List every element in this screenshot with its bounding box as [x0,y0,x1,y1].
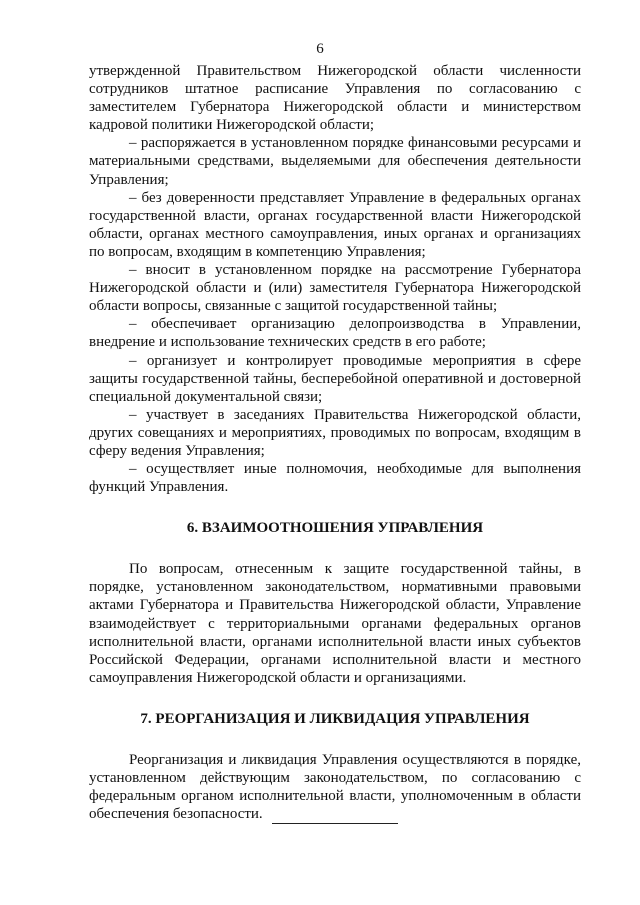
list-item: – распоряжается в установленном порядке финансовыми ресурсами и материальными средствами, выделяемыми для обеспечения деятельности Управления; [89,135,581,188]
list-item: – организует и контролирует проводимые мероприятия в сфере защиты государственной тайны, бесперебойной оперативной и достоверной специальной документальной связи; [89,352,581,405]
intro-paragraph: утвержденной Правительством Нижегородской области численности сотрудников штатное расписание Управления по согласованию с заместителем Губернатора Нижегородской области и министерством кадровой политики Нижегородской области; [89,63,581,134]
page-number: 6 [316,41,324,57]
footer-divider [272,823,398,824]
section-7-heading: 7. РЕОРГАНИЗАЦИЯ И ЛИКВИДАЦИЯ УПРАВЛЕНИЯ [140,710,530,727]
section-7-paragraph: Реорганизация и ликвидация Управления осуществляются в порядке, установленном действующим законодательством, по согласованию с федеральным органом исполнительной власти, уполномоченным в области обеспечения безопасности. [89,751,581,823]
list-item: – вносит в установленном порядке на рассмотрение Губернатора Нижегородской области и (или) заместителя Губернатора Нижегородской области вопросы, связанные с защитой государственной тайны; [89,262,581,315]
section-6-heading: 6. ВЗАИМООТНОШЕНИЯ УПРАВЛЕНИЯ [186,520,484,537]
document-body [89,62,581,823]
list-item: – без доверенности представляет Управление в федеральных органах государственной власти, органах государственной власти Нижегородской области, органах местного самоуправления, иных органах и организациях по вопросам, входящим в компетенцию Управления; [89,189,581,260]
list-item: – осуществляет иные полномочия, необходимые для выполнения функций Управления. [89,461,581,496]
section-6-paragraph: По вопросам, отнесенным к защите государственной тайны, в порядке, установленном законодательством, нормативными правовыми актами Губернатора и Правительства Нижегородской области, Управление взаимодействует с территориальными органами федеральных органов исполнительной власти, органами исполнительной власти иных субъектов Российской Федерации, органами исполнительной власти и местного самоуправления Нижегородской области и организациями. [89,561,581,686]
list-item: – обеспечивает организацию делопроизводства в Управлении, внедрение и использование технических средств в его работе; [89,316,581,351]
list-item: – участвует в заседаниях Правительства Нижегородской области, других совещаниях и мероприятиях, проводимых по вопросам, входящим в сферу ведения Управления; [89,406,581,459]
